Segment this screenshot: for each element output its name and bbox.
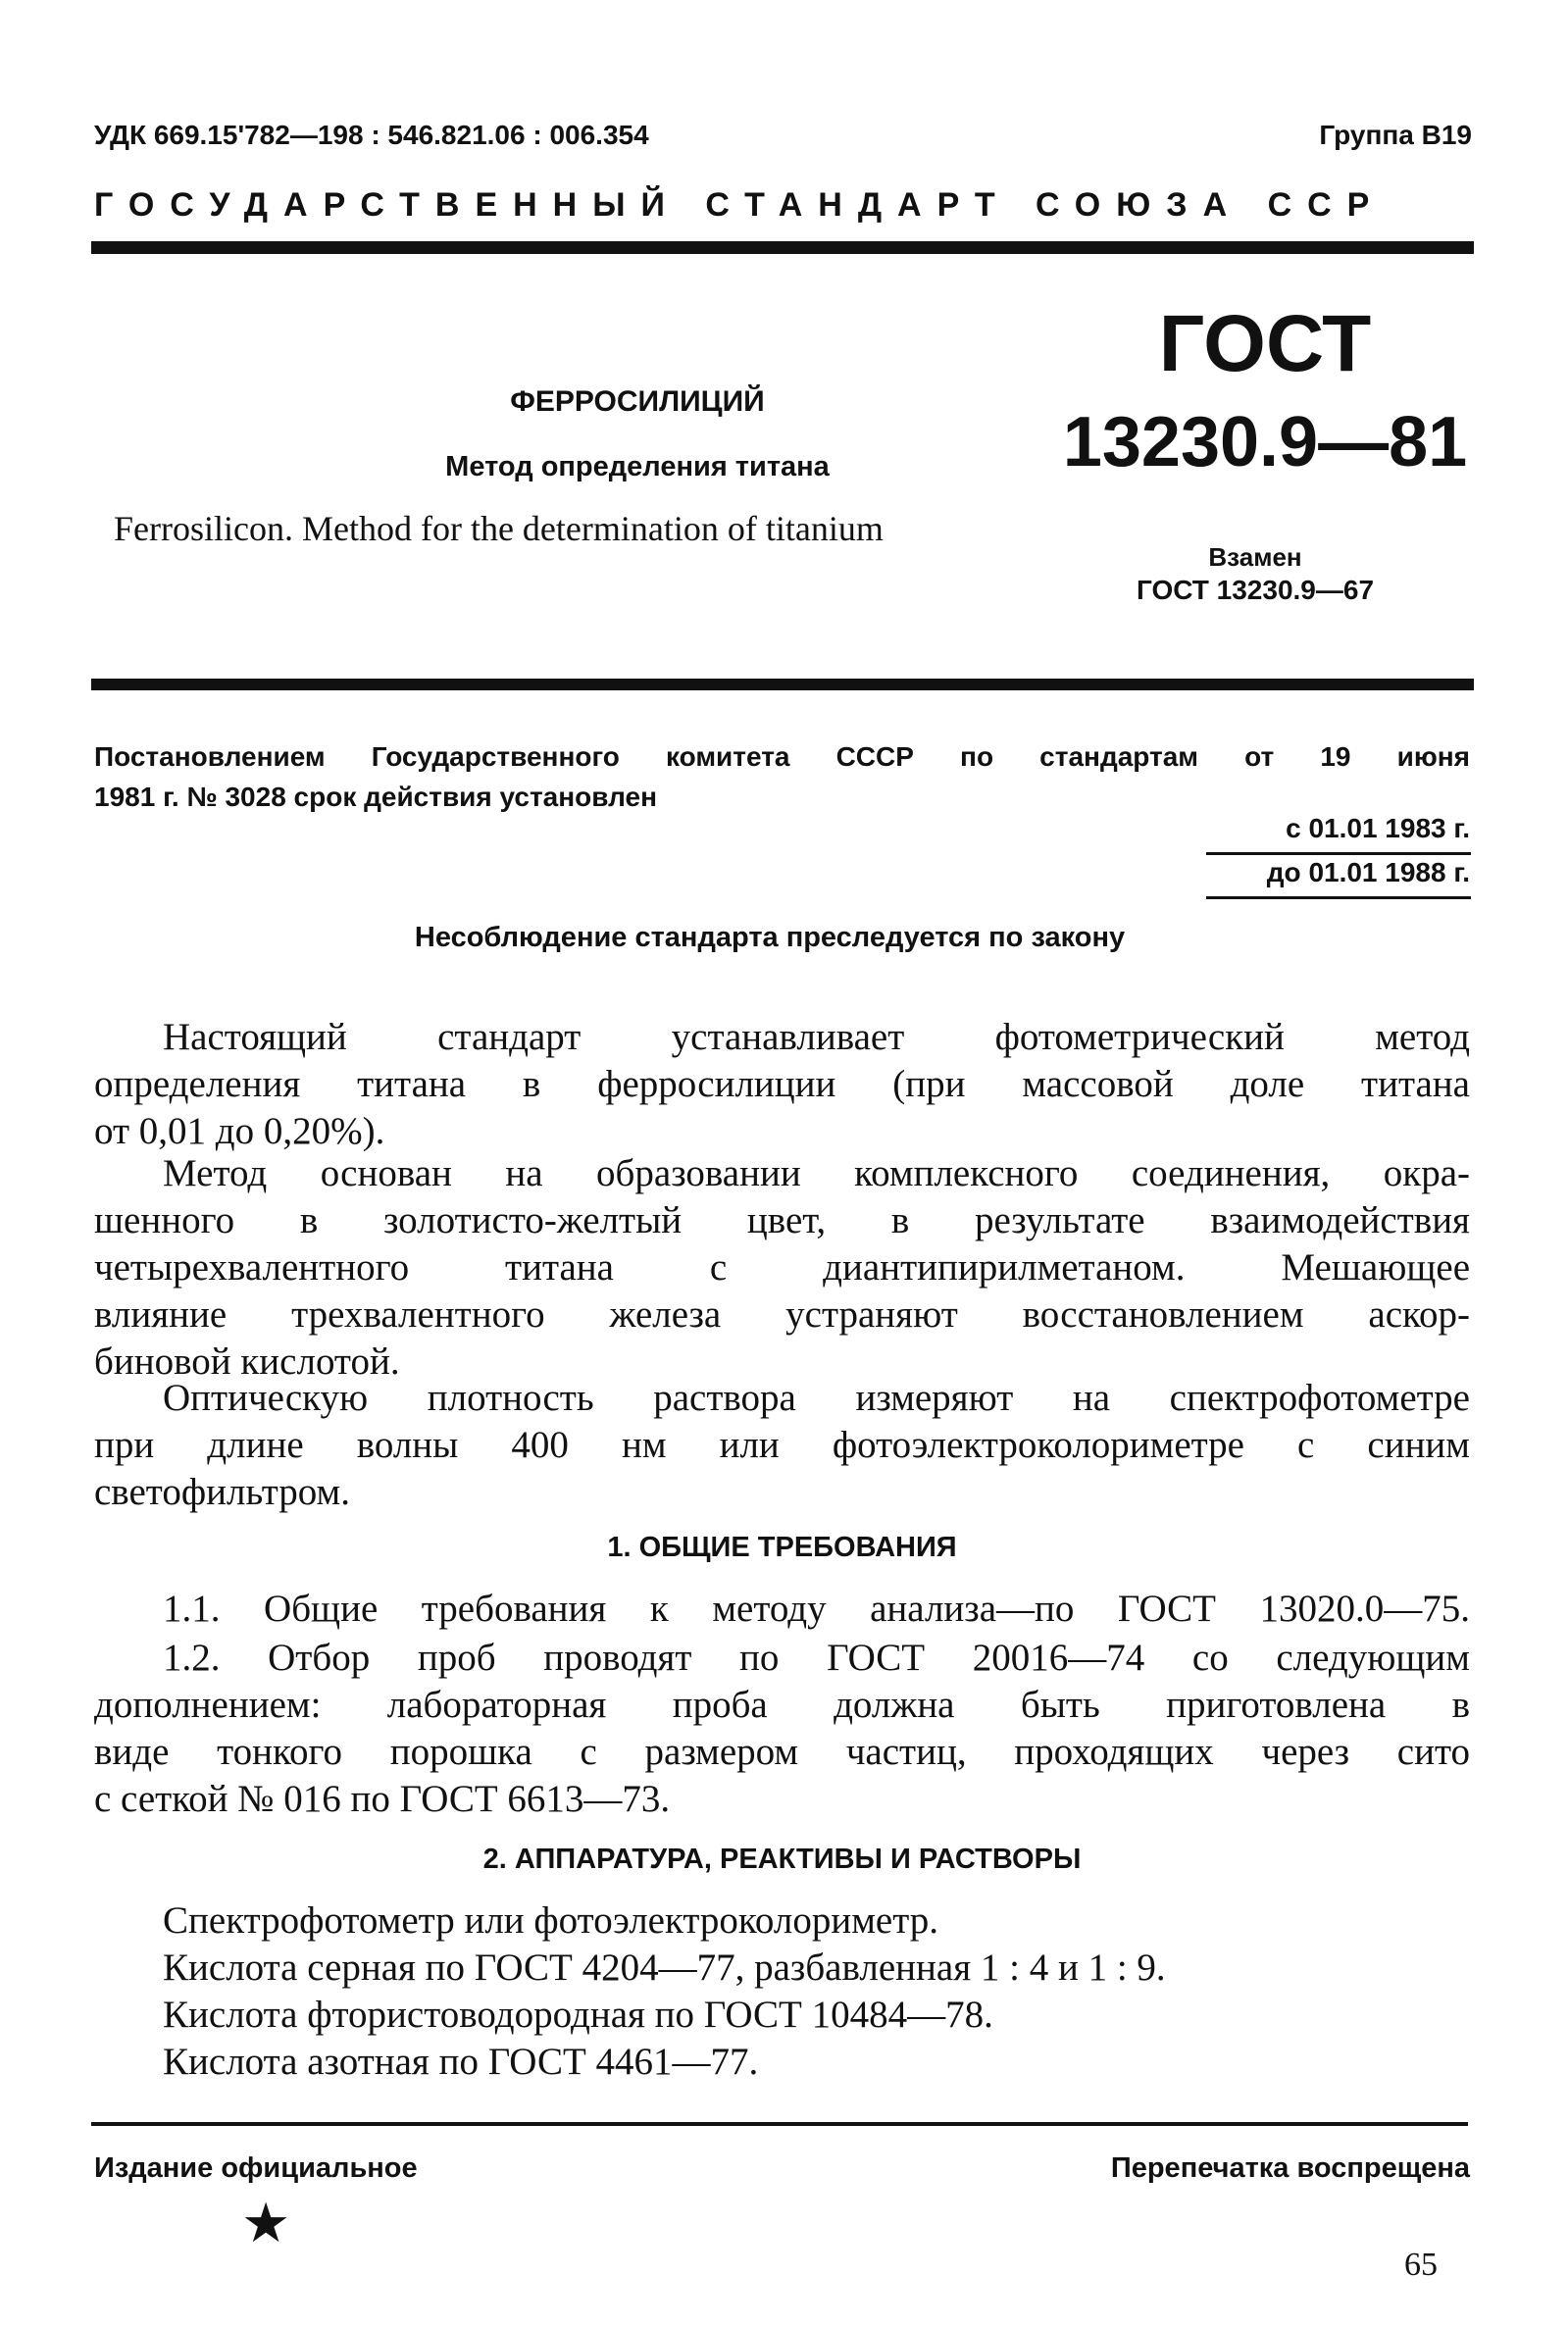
intro-p1-line-2: определения титана в ферросилиции (при массовой доле титана <box>94 1063 1470 1105</box>
intro-paragraph-2 <box>94 1150 1470 1386</box>
section-2-item-4: Кислота азотная по ГОСТ 4461—77. <box>163 2041 759 2083</box>
validity-from: с 01.01 1983 г. <box>1286 813 1470 843</box>
section-1-heading: 1. ОБЩИЕ ТРЕБОВАНИЯ <box>607 1532 957 1563</box>
intro-p2-line-2: шенного в золотисто-желтый цвет, в результате взаимодействия <box>94 1199 1470 1241</box>
validity-rule-2 <box>1206 896 1471 899</box>
section-2-item-3: Кислота фтористоводородная по ГОСТ 10484—78. <box>163 1994 993 2036</box>
document-subtitle: Метод определения титана <box>445 451 830 482</box>
intro-p1-line-1: Настоящий стандарт устанавливает фотометрический метод <box>163 1016 1470 1058</box>
group-code: Группа В19 <box>1319 120 1472 150</box>
replaces-label: Взамен <box>1208 542 1302 572</box>
validity-to: до 01.01 1988 г. <box>1266 857 1470 887</box>
document-title: ФЕРРОСИЛИЦИЙ <box>510 385 765 418</box>
header-rule <box>91 241 1474 254</box>
intro-p3-line-3: светофильтром. <box>94 1471 350 1513</box>
section-2-item-1: Спектрофотометр или фотоэлектроколориметр. <box>163 1899 938 1942</box>
gost-number: 13230.9—81 <box>1062 403 1468 481</box>
section-1-item-1-line: 1.1. Общие требования к методу анализа—по ГОСТ 13020.0—75. <box>163 1588 1470 1630</box>
state-standard-banner: ГОСУДАРСТВЕННЫЙ СТАНДАРТ СОЮЗА ССР <box>94 186 1386 224</box>
section-1-item-2-line-4: с сеткой № 016 по ГОСТ 6613—73. <box>94 1778 671 1820</box>
english-title: Ferrosilicon. Method for the determination of titanium <box>114 509 884 548</box>
section-1-item-2-line-1: 1.2. Отбор проб проводят по ГОСТ 20016—74 со следующим <box>163 1637 1470 1679</box>
intro-p3-line-2: при длине волны 400 нм или фотоэлектроколориметре с синим <box>94 1424 1470 1466</box>
section-2-item-2: Кислота серная по ГОСТ 4204—77, разбавленная 1 : 4 и 1 : 9. <box>163 1947 1166 1989</box>
decree-line-2: 1981 г. № 3028 срок действия установлен <box>94 782 657 812</box>
reprint-notice: Перепечатка воспрещена <box>1110 2152 1470 2184</box>
intro-p2-line-3: четырехвалентного титана с диантипирилметаном. Мешающее <box>94 1246 1470 1289</box>
intro-p1-line-3: от 0,01 до 0,20%). <box>94 1110 385 1152</box>
intro-p3-line-1: Оптическую плотность раствора измеряют на спектрофотометре <box>163 1377 1470 1419</box>
intro-p2-line-5: биновой кислотой. <box>94 1340 400 1383</box>
section-1-item-2 <box>94 1635 1470 1823</box>
section-1-item-2-line-3: виде тонкого порошка с размером частиц, проходящих через сито <box>94 1731 1470 1773</box>
section-2-list <box>94 1897 1470 2086</box>
decree-line-1: Постановлением Государственного комитета СССР по стандартам от 19 июня <box>94 741 1470 772</box>
validity-rule-1 <box>1206 852 1471 855</box>
intro-paragraph-1 <box>94 1014 1470 1155</box>
section-2-heading: 2. АППАРАТУРА, РЕАКТИВЫ И РАСТВОРЫ <box>482 1844 1082 1875</box>
udk-code: УДК 669.15'782—198 : 546.821.06 : 006.354 <box>94 120 649 150</box>
section-1-item-2-line-2: дополнением: лабораторная проба должна быть приготовлена в <box>94 1684 1470 1726</box>
star-icon: ★ <box>241 2192 291 2255</box>
gost-label: ГОСТ <box>1158 299 1372 388</box>
legal-warning: Несоблюдение стандарта преследуется по закону <box>414 922 1126 953</box>
official-edition: Издание официальное <box>94 2152 418 2184</box>
footer-rule <box>91 2122 1468 2126</box>
intro-p2-line-4: влияние трехвалентного железа устраняют восстановлением аскор- <box>94 1293 1470 1336</box>
intro-paragraph-3 <box>94 1375 1470 1516</box>
title-rule <box>91 679 1474 690</box>
section-1-item-1 <box>94 1586 1470 1633</box>
intro-p2-line-1: Метод основан на образовании комплексного соединения, окра- <box>163 1152 1470 1194</box>
replaces-value: ГОСТ 13230.9—67 <box>1136 575 1375 605</box>
page-number: 65 <box>1404 2247 1438 2283</box>
